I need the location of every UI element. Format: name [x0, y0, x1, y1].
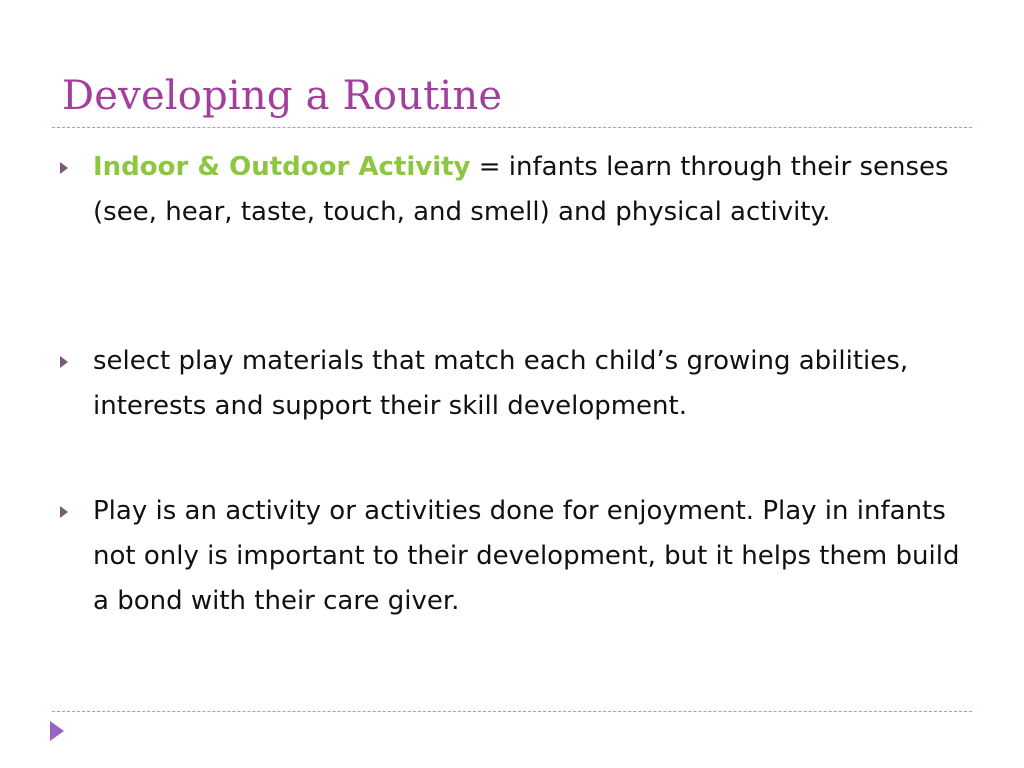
corner-arrow-icon	[50, 721, 64, 741]
bullet-body: = infants learn through their senses (see, hear, taste, touch, and smell) and physical activity.	[93, 152, 949, 227]
bullet-arrow-icon	[60, 506, 68, 518]
bullet-arrow-icon	[60, 162, 68, 174]
bullet-text: select play materials that match each child’s growing abilities, interests and support their skill development.	[93, 346, 909, 421]
title-divider	[52, 127, 972, 128]
bullet-text	[93, 145, 961, 235]
slide-title: Developing a Routine	[62, 73, 503, 119]
footer-divider	[52, 711, 972, 712]
bullet-text: Play is an activity or activities done for enjoyment. Play in infants not only is important to their development, but it helps them build a bond with their care giver.	[93, 496, 960, 616]
bullet-arrow-icon	[60, 356, 68, 368]
bullet-highlight: Indoor & Outdoor Activity	[93, 152, 471, 182]
